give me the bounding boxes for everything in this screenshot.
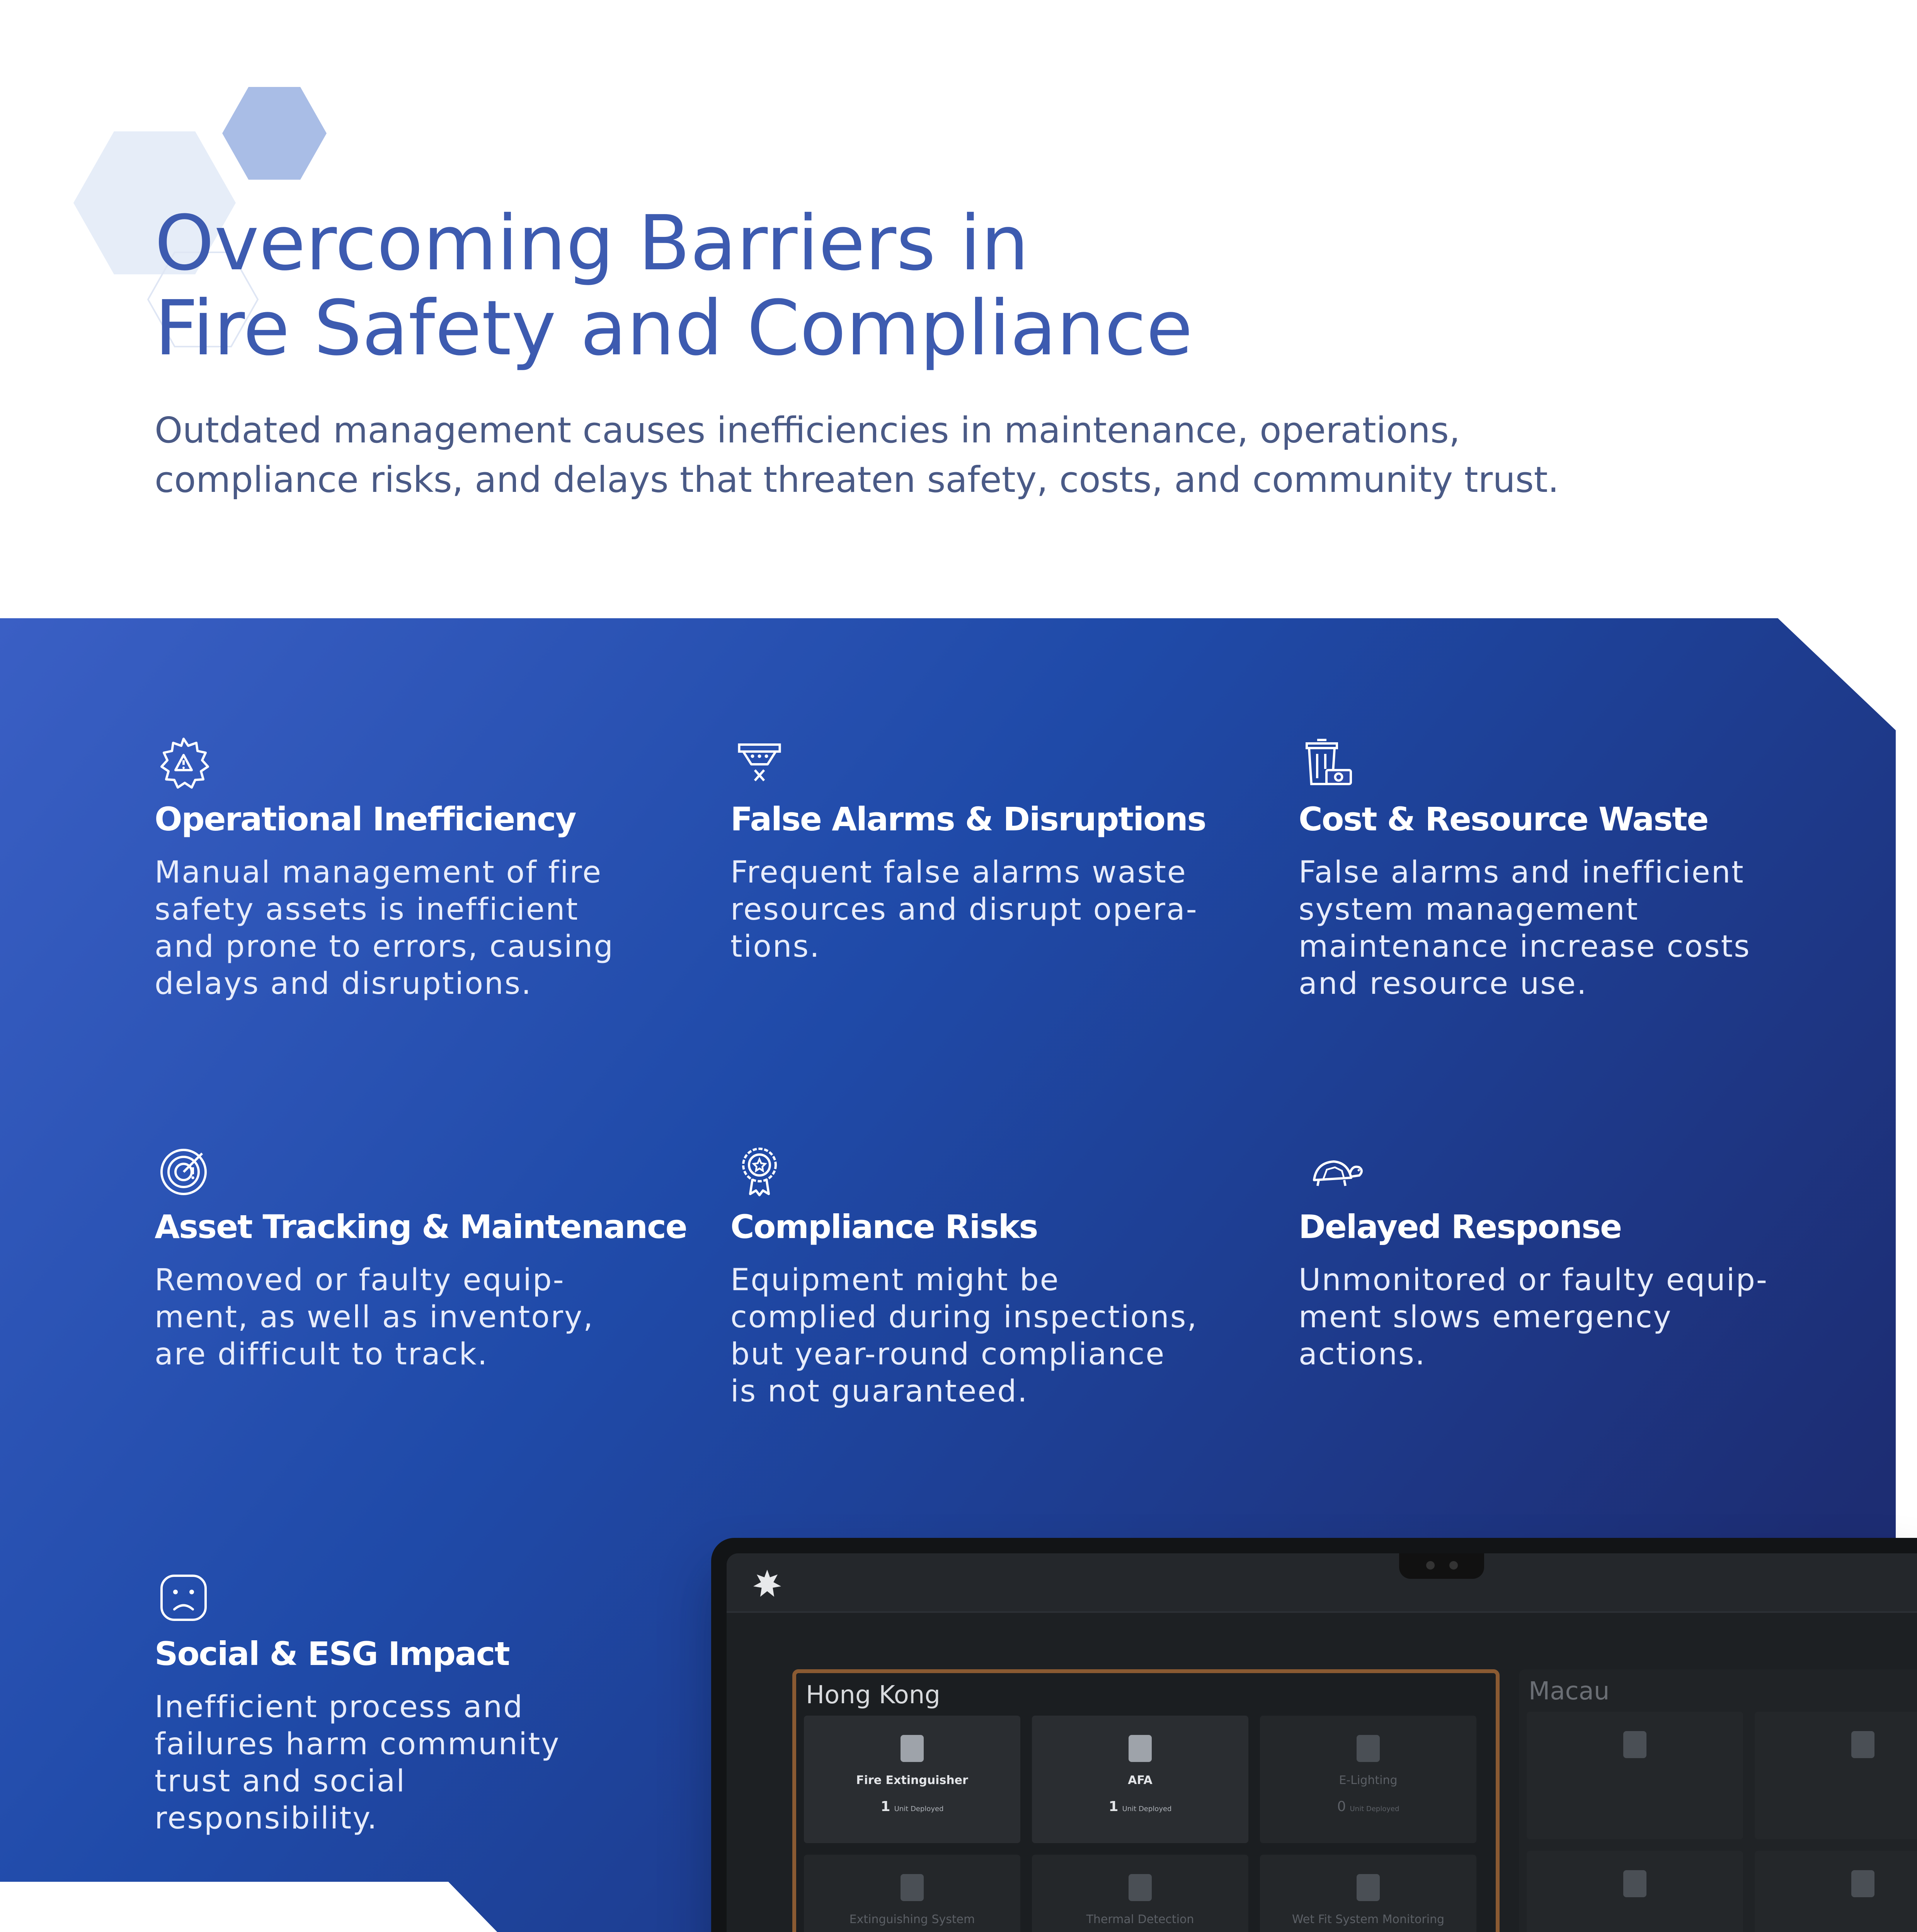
thermal-detection-icon: [1129, 1874, 1152, 1901]
asset-tile[interactable]: [1755, 1851, 1917, 1932]
feature-description: [155, 854, 657, 1002]
feature-false-alarms: [730, 734, 1233, 965]
tile-name: Wet Fit System Monitoring: [1292, 1913, 1445, 1926]
feature-title: Operational Inefficiency: [155, 800, 576, 838]
description-line: failures harm community: [155, 1727, 560, 1762]
description-line: are difficult to track.: [155, 1337, 489, 1372]
camera-notch: [1399, 1553, 1484, 1579]
tile-unit: Unit Deployed: [894, 1805, 944, 1813]
asset-tile[interactable]: [1260, 1716, 1476, 1843]
asset-tile[interactable]: [1527, 1712, 1743, 1839]
panel-title: Macau: [1529, 1677, 1610, 1706]
asset-icon: [1851, 1870, 1874, 1897]
tile-unit: Unit Deployed: [1122, 1805, 1172, 1813]
tile-count-value: 1: [880, 1799, 890, 1815]
description-line: trust and social: [155, 1764, 406, 1799]
dashboard-screen: [727, 1553, 1917, 1932]
description-line: Frequent false alarms waste: [730, 855, 1187, 890]
description-line: Removed or faulty equip-: [155, 1263, 565, 1298]
title-line: Overcoming Barriers in: [155, 199, 1029, 287]
asset-tile[interactable]: [804, 1716, 1020, 1843]
feature-operational-inefficiency: [155, 734, 657, 1002]
tile-name: Extinguishing System: [849, 1913, 975, 1926]
afa-detector-icon: [1129, 1735, 1152, 1762]
asset-tile[interactable]: [804, 1855, 1020, 1932]
feature-title: Social & ESG Impact: [155, 1635, 509, 1673]
description-line: resources and disrupt opera-: [730, 892, 1198, 927]
fire-logo-icon[interactable]: [750, 1567, 785, 1602]
tile-count-value: 1: [1108, 1799, 1119, 1815]
tile-count: [1260, 1799, 1476, 1815]
description-line: Equipment might be: [730, 1263, 1060, 1298]
description-line: Manual management of fire: [155, 855, 602, 890]
trash-money-icon: [1299, 734, 1357, 792]
feature-title: False Alarms & Disruptions: [730, 800, 1206, 838]
target-alert-icon: [155, 1142, 213, 1200]
description-line: complied during inspections,: [730, 1300, 1198, 1335]
feature-title: Compliance Risks: [730, 1208, 1038, 1246]
description-line: is not guaranteed.: [730, 1374, 1028, 1409]
feature-title: Delayed Response: [1299, 1208, 1621, 1246]
sad-face-icon: [155, 1569, 213, 1627]
description-line: tions.: [730, 929, 821, 964]
description-line: False alarms and inefficient: [1299, 855, 1745, 890]
dashboard-top-bar: [727, 1553, 1917, 1613]
tile-count: [804, 1799, 1020, 1815]
description-line: system management: [1299, 892, 1639, 927]
tile-count: [1032, 1799, 1248, 1815]
description-line: maintenance increase costs: [1299, 929, 1751, 964]
description-line: ment, as well as inventory,: [155, 1300, 594, 1335]
feature-description: [1299, 1262, 1801, 1373]
description-line: and prone to errors, causing: [155, 929, 614, 964]
subtitle-line: Outdated management causes inefficiencies in maintenance, operations,: [155, 410, 1460, 451]
feature-asset-tracking: [155, 1142, 687, 1373]
feature-description: [1299, 854, 1801, 1002]
feature-description: [155, 1262, 657, 1373]
tile-name: Fire Extinguisher: [856, 1774, 968, 1787]
turtle-icon: [1299, 1142, 1376, 1200]
feature-description: [730, 854, 1233, 965]
feature-cost-waste: [1299, 734, 1801, 1002]
tablet-mockup: [711, 1538, 1917, 1932]
award-badge-icon: [730, 1142, 788, 1200]
feature-description: [155, 1689, 657, 1837]
page-subtitle: [155, 406, 1701, 505]
tile-name: Thermal Detection: [1086, 1913, 1194, 1926]
feature-description: [730, 1262, 1233, 1410]
description-line: but year-round compliance: [730, 1337, 1166, 1372]
hexagon-dark-decoration: [222, 87, 327, 180]
fire-extinguisher-icon: [901, 1735, 924, 1762]
asset-icon: [1623, 1731, 1646, 1758]
description-line: Inefficient process and: [155, 1690, 524, 1725]
extinguishing-system-icon: [901, 1874, 924, 1901]
asset-tile[interactable]: [1755, 1712, 1917, 1839]
region-panel-macau[interactable]: [1519, 1669, 1917, 1932]
asset-icon: [1623, 1870, 1646, 1897]
e-lighting-icon: [1357, 1735, 1380, 1762]
region-panel-hong-kong[interactable]: [792, 1669, 1500, 1932]
description-line: Unmonitored or faulty equip-: [1299, 1263, 1769, 1298]
title-line: Fire Safety and Compliance: [155, 284, 1193, 372]
gear-warning-icon: [155, 734, 213, 792]
panel-title: Hong Kong: [806, 1681, 940, 1709]
tile-name: E-Lighting: [1339, 1774, 1398, 1787]
asset-icon: [1851, 1731, 1874, 1758]
asset-tile[interactable]: [1527, 1851, 1743, 1932]
subtitle-line: compliance risks, and delays that threaten safety, costs, and community trust.: [155, 459, 1559, 500]
tile-unit: Unit Deployed: [1350, 1805, 1399, 1813]
asset-tile[interactable]: [1260, 1855, 1476, 1932]
asset-tile[interactable]: [1032, 1716, 1248, 1843]
tile-name: AFA: [1128, 1774, 1153, 1787]
tile-count-value: 0: [1337, 1799, 1346, 1815]
page-title: [155, 201, 1623, 371]
description-line: and resource use.: [1299, 966, 1588, 1001]
feature-social-esg: [155, 1569, 657, 1837]
feature-delayed-response: [1299, 1142, 1801, 1373]
ceiling-alarm-icon: [730, 734, 788, 792]
feature-compliance-risks: [730, 1142, 1233, 1410]
feature-title: Cost & Resource Waste: [1299, 800, 1708, 838]
description-line: delays and disruptions.: [155, 966, 532, 1001]
description-line: actions.: [1299, 1337, 1426, 1372]
feature-title: Asset Tracking & Maintenance: [155, 1208, 687, 1246]
description-line: responsibility.: [155, 1801, 378, 1836]
description-line: safety assets is inefficient: [155, 892, 579, 927]
wet-fit-system-icon: [1357, 1874, 1380, 1901]
asset-tile[interactable]: [1032, 1855, 1248, 1932]
description-line: ment slows emergency: [1299, 1300, 1672, 1335]
